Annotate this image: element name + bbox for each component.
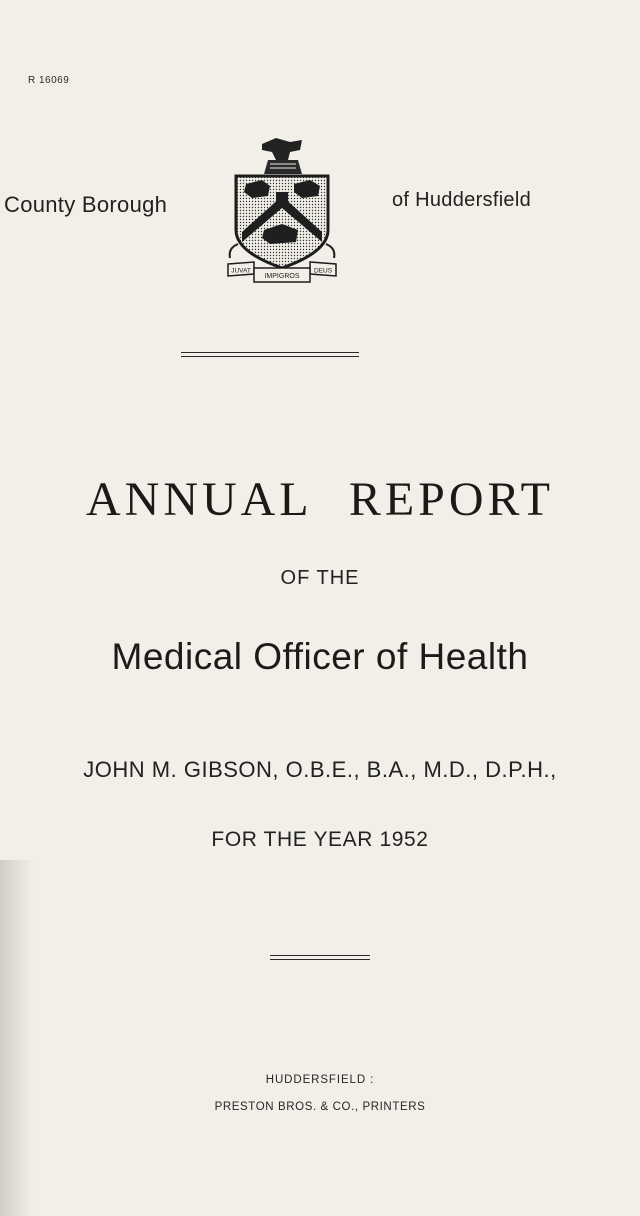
crest-motto-right: DEUS (313, 267, 333, 275)
crest-motto-center: IMPIGROS (264, 273, 300, 280)
double-rule-divider (181, 352, 359, 360)
title-connector: OF THE (280, 567, 360, 589)
imprint-printer: PRESTON BROS. & CO., PRINTERS (214, 1101, 426, 1113)
double-rule-divider-bottom (270, 955, 370, 963)
report-title: ANNUAL REPORT (85, 473, 554, 526)
report-subject: Medical Officer of Health (111, 636, 529, 677)
catalog-number: R 16069 (28, 75, 70, 86)
page-shadow (0, 860, 34, 1216)
crest-motto-left: JUVAT (231, 267, 251, 275)
report-year: FOR THE YEAR 1952 (211, 828, 429, 851)
author-line: JOHN M. GIBSON, O.B.E., B.A., M.D., D.P.H., (83, 757, 557, 782)
coat-of-arms-icon (224, 134, 340, 294)
imprint-place: HUDDERSFIELD : (265, 1074, 375, 1086)
borough-title-right: of Huddersfield (392, 189, 532, 211)
borough-title-left: County Borough (4, 192, 168, 217)
